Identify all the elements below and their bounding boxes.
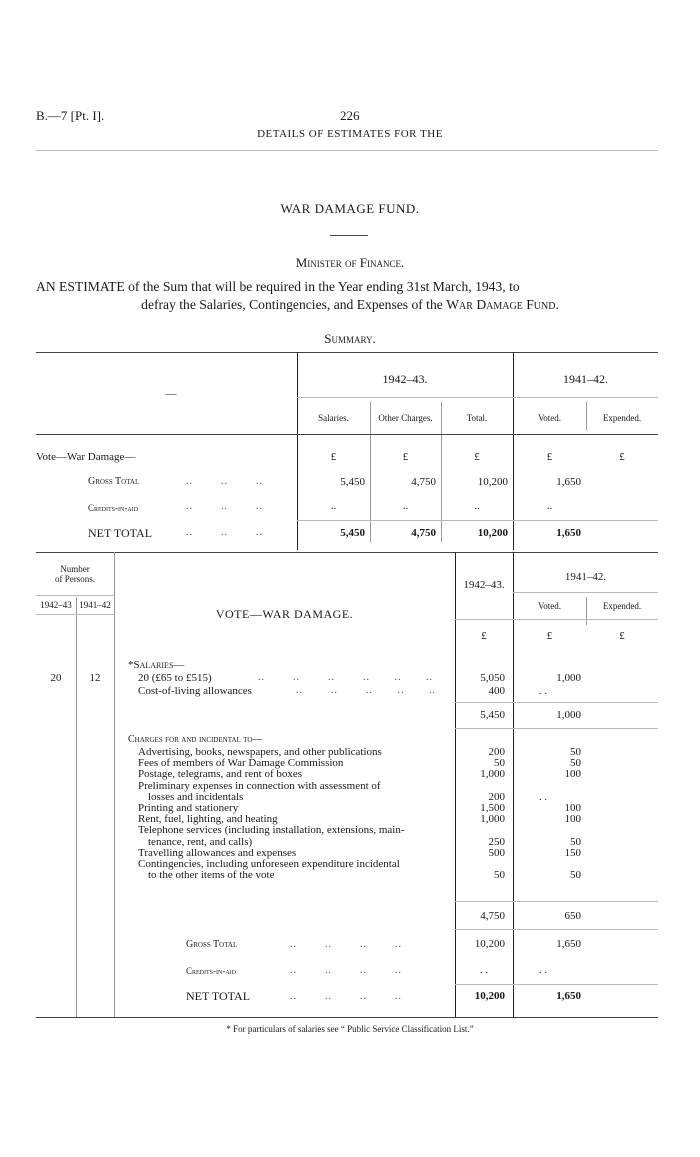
summary-gross-label: Gross Total xyxy=(88,476,140,487)
summary-net-other: 4,750 xyxy=(411,527,436,539)
summary-currency-voted: £ xyxy=(546,451,553,463)
persons-prior-count: 12 xyxy=(89,672,101,684)
charge-item-voted: 50 xyxy=(570,835,581,848)
charge-item-label: Contingencies, including unforeseen expenditure incidental xyxy=(138,858,400,870)
charge-item-voted: 100 xyxy=(564,768,581,781)
summary-net-rule xyxy=(297,520,658,521)
detail-currency-voted: £ xyxy=(546,630,553,642)
summary-vote-label: Vote—War Damage— xyxy=(36,451,136,463)
col-total: Total. xyxy=(466,413,488,423)
charge-item-label: Fees of members of War Damage Commission xyxy=(138,757,344,770)
charge-item-current: 250 xyxy=(488,835,505,848)
charge-item-current: 500 xyxy=(488,846,505,859)
detail-bottom-rule xyxy=(36,1017,658,1018)
charge-item-label: Advertising, books, newspapers, and other publications xyxy=(138,746,382,758)
summary-credits-salaries: .. xyxy=(330,500,337,512)
detail-gross-leader: .. .. .. .. xyxy=(290,939,402,950)
title-rule xyxy=(330,235,368,236)
footnote: * For particulars of salaries see “ Public Service Classification List.” xyxy=(226,1024,474,1034)
salary-item-label: 20 (£65 to £515) xyxy=(138,672,212,684)
summary-gross-salaries: 5,450 xyxy=(340,476,365,488)
summary-gross-other: 4,750 xyxy=(411,476,436,488)
charge-item-current: 200 xyxy=(488,746,505,758)
detail-net-rule xyxy=(455,984,658,985)
charges-heading: Charges for and incidental to— xyxy=(128,734,263,745)
summary-divider-4 xyxy=(441,402,442,542)
col-expended: Expended. xyxy=(602,413,642,423)
summary-net-voted: 1,650 xyxy=(556,527,581,539)
charge-item-label: Preliminary expenses in connection with assessment of xyxy=(138,779,381,792)
salary-allowance-leader: .. .. .. .. .. xyxy=(296,685,436,696)
summary-credits-other: .. xyxy=(402,500,409,512)
summary-year-current: 1942–43. xyxy=(382,372,428,386)
charge-item-voted: 50 xyxy=(570,746,581,758)
summary-credits-total: .. xyxy=(474,500,480,512)
charge-item-current: 50 xyxy=(494,869,505,882)
detail-net-leader: .. .. .. .. xyxy=(290,991,402,1002)
charge-item-current: 1,000 xyxy=(480,768,505,781)
salary-item-leader: .. .. .. .. .. .. xyxy=(258,672,433,683)
charge-item-current: 1,000 xyxy=(480,813,505,826)
charge-item-voted: 100 xyxy=(564,813,581,826)
detail-net-voted: 1,650 xyxy=(556,990,581,1002)
detail-gross-voted: 1,650 xyxy=(556,938,581,950)
charge-item-voted: 150 xyxy=(564,846,581,859)
summary-net-total: 10,200 xyxy=(477,527,508,539)
charge-item-label: losses and incidentals xyxy=(148,790,244,803)
detail-year-prior-rule xyxy=(513,592,658,593)
document-reference: B.—7 [Pt. I]. xyxy=(36,108,105,123)
summary-year-rule xyxy=(297,397,658,398)
summary-gross-voted: 1,650 xyxy=(556,476,581,488)
salaries-subtotal-voted: 1,000 xyxy=(556,709,581,721)
detail-currency-current: £ xyxy=(481,630,487,642)
detail-currency-expended: £ xyxy=(619,630,625,642)
estimate-line-2 xyxy=(0,297,700,313)
fund-name: War Damage Fund. xyxy=(446,297,559,312)
detail-gross-label: Gross Total xyxy=(186,939,238,950)
detail-header-rule xyxy=(455,619,658,620)
summary-bottom-rule xyxy=(36,552,658,553)
charge-item-label: tenance, rent, and calls) xyxy=(148,835,253,848)
estimate-line-1: AN ESTIMATE of the Sum that will be required in the Year ending 31st March, 1943, to xyxy=(36,279,520,294)
charges-subtotal-voted: 650 xyxy=(564,910,581,922)
detail-year-current: 1942–43. xyxy=(463,579,505,591)
summary-credits-leader: .. .. .. xyxy=(186,501,263,512)
summary-currency-salaries: £ xyxy=(330,451,337,463)
persons-col-current: 1942–43 xyxy=(40,600,72,610)
summary-net-salaries: 5,450 xyxy=(340,527,365,539)
salaries-subtotal-current: 5,450 xyxy=(480,709,505,721)
salaries-subtotal-bottom-rule xyxy=(455,728,658,729)
salaries-heading: *Salaries— xyxy=(128,659,185,671)
detail-col-voted: Voted. xyxy=(537,601,562,611)
summary-credits-voted: .. xyxy=(546,500,553,512)
summary-gross-leader: .. .. .. xyxy=(186,476,263,487)
charge-item-current: 50 xyxy=(494,757,505,770)
detail-credits-leader: .. .. .. .. xyxy=(290,965,402,976)
detail-net-label: NET TOTAL xyxy=(186,989,251,1003)
charge-item-voted: 100 xyxy=(564,802,581,814)
vote-title: VOTE—WAR DAMAGE. xyxy=(215,607,354,621)
detail-col-expended: Expended. xyxy=(602,601,642,611)
charge-item-voted: . . xyxy=(538,790,548,803)
detail-credits-label: Credits-in-aid xyxy=(186,966,236,976)
page-subtitle: DETAILS OF ESTIMATES FOR THE xyxy=(257,128,443,140)
detail-net-current: 10,200 xyxy=(474,990,505,1002)
detail-credits-current: . . xyxy=(479,964,489,976)
summary-net-leader: .. .. .. xyxy=(186,527,263,538)
charge-item-voted: 50 xyxy=(570,757,581,770)
charges-subtotal-bottom-rule xyxy=(455,929,658,930)
charge-item-label: Postage, telegrams, and rent of boxes xyxy=(138,768,303,781)
summary-currency-total: £ xyxy=(474,451,480,463)
estimate-line-2-text: defray the Salaries, Contingencies, and Expenses of the xyxy=(141,297,443,312)
summary-net-label: NET TOTAL xyxy=(88,526,153,540)
charge-item-current: 200 xyxy=(488,790,505,803)
detail-gross-current: 10,200 xyxy=(474,938,505,950)
salary-allowance-current: 400 xyxy=(488,685,505,697)
charge-item-label: Rent, fuel, lighting, and heating xyxy=(138,813,278,826)
salary-allowance-label: Cost-of-living allowances xyxy=(138,685,252,697)
col-voted: Voted. xyxy=(537,413,562,423)
detail-year-prior: 1941–42. xyxy=(564,571,607,583)
charge-item-voted: 50 xyxy=(570,869,581,882)
charge-item-label: to the other items of the vote xyxy=(148,869,275,882)
summary-top-rule xyxy=(36,352,658,353)
persons-col-prior: 1941–42 xyxy=(79,600,111,610)
col-other-charges: Other Charges. xyxy=(378,413,433,423)
header-rule xyxy=(36,150,658,151)
detail-persons-col-divider xyxy=(76,597,77,1018)
summary-gross-total: 10,200 xyxy=(477,476,508,488)
salary-item-voted: 1,000 xyxy=(556,672,581,684)
persons-current-count: 20 xyxy=(50,672,62,684)
charges-subtotal-rule xyxy=(455,901,658,902)
summary-heading: Summary. xyxy=(324,331,376,346)
document-title: WAR DAMAGE FUND. xyxy=(280,201,420,216)
number-of-persons-header: Number of Persons. xyxy=(55,564,95,584)
col-salaries: Salaries. xyxy=(318,413,349,423)
charges-subtotal-current: 4,750 xyxy=(480,910,505,922)
charge-item-label: Printing and stationery xyxy=(138,802,239,814)
salaries-subtotal-rule xyxy=(455,702,658,703)
summary-currency-other: £ xyxy=(402,451,409,463)
page-number: 226 xyxy=(340,108,360,123)
persons-header-rule xyxy=(36,595,114,596)
minister-line: Minister of Finance. xyxy=(295,255,405,270)
charge-item-current: 1,500 xyxy=(480,802,505,814)
salary-allowance-voted: . . xyxy=(538,685,548,697)
summary-header-rule xyxy=(36,434,658,435)
summary-currency-expended: £ xyxy=(619,451,625,463)
summary-credits-label: Credits-in-aid xyxy=(88,503,138,513)
salary-item-current: 5,050 xyxy=(480,672,505,684)
summary-year-prior: 1941–42. xyxy=(563,372,608,386)
persons-cols-rule xyxy=(36,614,114,615)
charge-item-label: Travelling allowances and expenses xyxy=(138,846,297,859)
charge-item-label: Telephone services (including installation, extensions, main- xyxy=(138,824,405,837)
detail-credits-voted: . . xyxy=(538,964,548,976)
summary-dash: — xyxy=(165,388,177,400)
summary-divider-3 xyxy=(370,402,371,542)
